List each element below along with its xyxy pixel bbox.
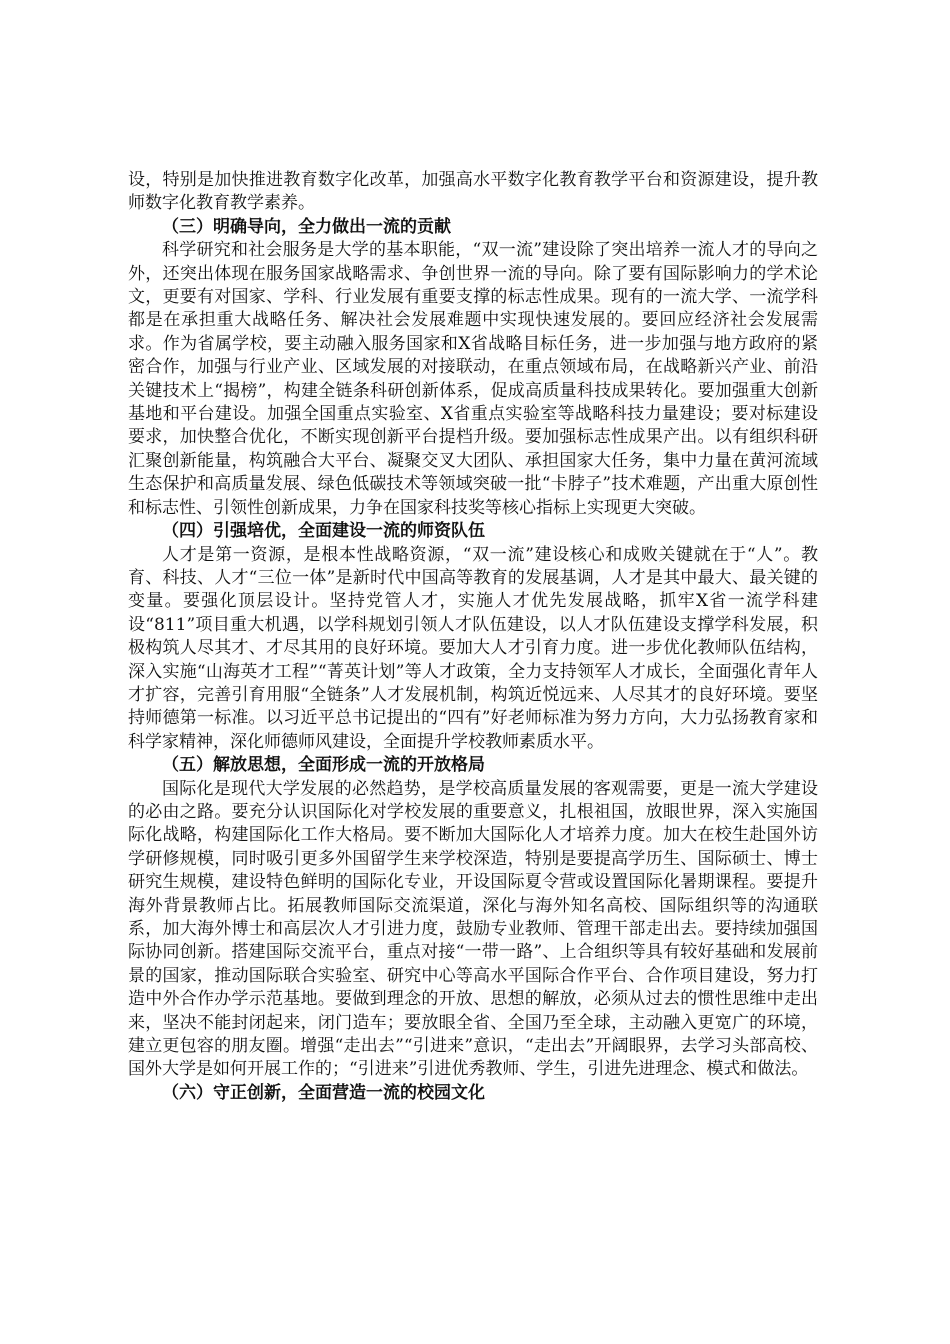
section-heading-4: （四）引强培优，全面建设一流的师资队伍	[162, 521, 485, 542]
paragraph-talent: 人才是第一资源，是根本性战略资源，“双一流”建设核心和成败关键就在于“人”。教育、科技、人才“三位一体”是新时代中国高等教育的发展基调，人才是其中最大、最关键的变量。要强化顶层设计。坚持党管人才，实施人才优先发展战略，抓牢X省一流学科建设“811”项目重大机遇，以学科规划引领人才队伍建设，以人才队伍建设支撑学科发展，积极构筑人尽其才、才尽其用的良好环境。要加大人才引育力度。进一步优化教师队伍结构，深入实施“山海英才工程”“菁英计划”等人才政策，全力支持领军人才成长，全面强化青年人才扩容，完善引育用服“全链条”人才发展机制，构筑近悦远来、人尽其才的良好环境。要坚持师德第一标准。以习近平总书记提出的“四有”好老师标准为努力方向，大力弘扬教育家和科学家精神，深化师德师风建设，全面提升学校教师素质水平。	[128, 544, 818, 752]
section-heading-5: （五）解放思想，全面形成一流的开放格局	[162, 755, 485, 776]
section-heading-6: （六）守正创新，全面营造一流的校园文化	[162, 1082, 485, 1103]
document-page	[128, 169, 818, 1105]
section-heading-3: （三）明确导向，全力做出一流的贡献	[162, 216, 451, 237]
paragraph-continuation: 设，特别是加快推进教育数字化改革，加强高水平数字化教育教学平台和资源建设，提升教师数字化教育教学素养。	[128, 170, 818, 214]
paragraph-internationalization: 国际化是现代大学发展的必然趋势，是学校高质量发展的客观需要，更是一流大学建设的必由之路。要充分认识国际化对学校发展的重要意义，扎根祖国，放眼世界，深入实施国际化战略，构建国际化工作大格局。要不断加大国际化人才培养力度。加大在校生赴国外访学研修规模，同时吸引更多外国留学生来学校深造，特别是要提高学历生、国际硕士、博士研究生规模，建设特色鲜明的国际化专业，开设国际夏令营或设置国际化暑期课程。要提升海外背景教师占比。拓展教师国际交流渠道，深化与海外知名高校、国际组织等的沟通联系，加大海外博士和高层次人才引进力度，鼓励专业教师、管理干部走出去。要持续加强国际协同创新。搭建国际交流平台，重点对接“一带一路”、上合组织等具有较好基础和发展前景的国家，推动国际联合实验室、研究中心等高水平国际合作平台、合作项目建设，努力打造中外合作办学示范基地。要做到理念的开放、思想的解放，必须从过去的惯性思维中走出来，坚决不能封闭起来，闭门造车；要放眼全省、全国乃至全球，主动融入更宽广的环境，建立更包容的朋友圈。增强“走出去”“引进来”意识，“走出去”开阔眼界，去学习头部高校、国外大学是如何开展工作的；“引进来”引进优秀教师、学生，引进先进理念、模式和做法。	[128, 778, 818, 1080]
paragraph-research-service: 科学研究和社会服务是大学的基本职能，“双一流”建设除了突出培养一流人才的导向之外，还突出体现在服务国家战略需求、争创世界一流的导向。除了要有国际影响力的学术论文，更要有对国家、学科、行业发展有重要支撑的标志性成果。现有的一流大学、一流学科都是在承担重大战略任务、解决社会发展难题中实现快速发展的。要回应经济社会发展需求。作为省属学校，要主动融入服务国家和X省战略目标任务，进一步加强与地方政府的紧密合作，加强与行业产业、区域发展的对接联动，在重点领域布局，在战略新兴产业、前沿关键技术上“揭榜”，构建全链条科研创新体系，促成高质量科技成果转化。要加强重大创新基地和平台建设。加强全国重点实验室、X省重点实验室等战略科技力量建设；要对标建设要求，加快整合优化，不断实现创新平台提档升级。要加强标志性成果产出。以有组织科研汇聚创新能量，构筑融合大平台、凝聚交叉大团队、承担国家大任务，集中力量在黄河流域生态保护和高质量发展、绿色低碳技术等领域突破一批“卡脖子”技术难题，产出重大原创性和标志性、引领性创新成果，力争在国家科技奖等核心指标上实现更大突破。	[128, 240, 818, 518]
